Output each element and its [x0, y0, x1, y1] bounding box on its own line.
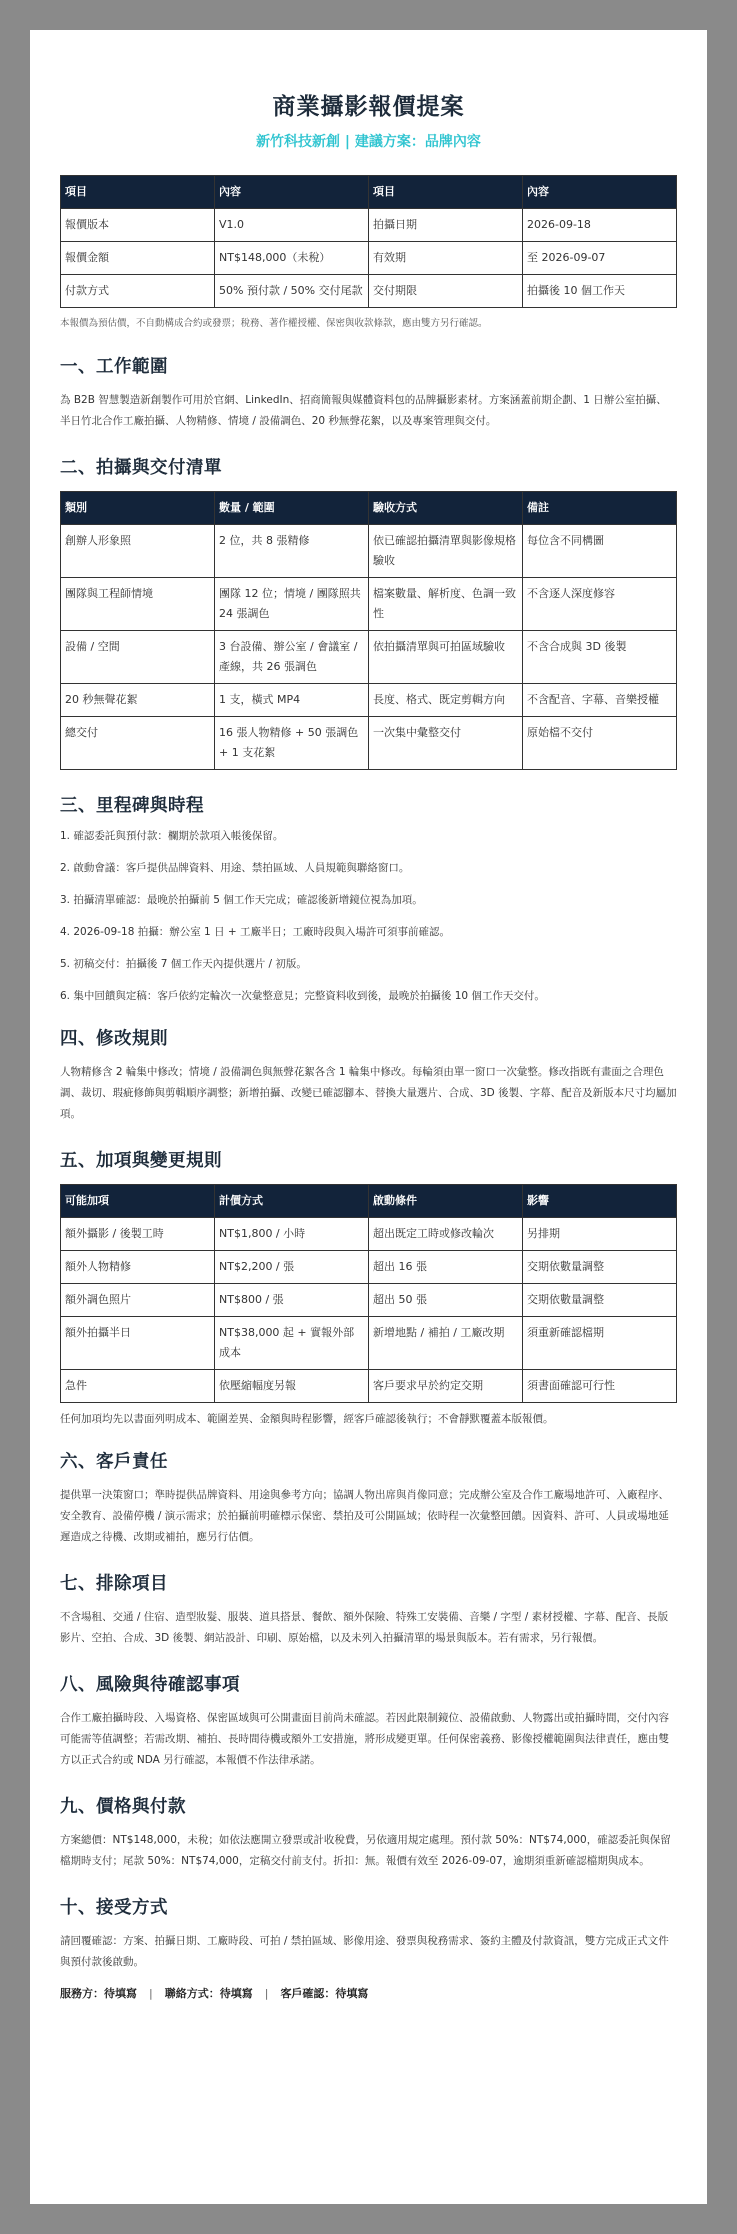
- separator: |: [264, 1987, 269, 2000]
- table-cell: 依已確認拍攝清單與影像規格驗收: [369, 525, 523, 578]
- client-confirm-field: 客戶確認：待填寫: [280, 1987, 369, 2000]
- section-body-risks: 合作工廠拍攝時段、入場資格、保密區域與可公開畫面目前尚未確認。若因此限制鏡位、設備啟動、人物露出或拍攝時間，交付內容可能需等值調整；若需改期、補拍、長時間待機或額外工安措施，將形成變更單。任何保密義務、影像授權範圍與法律責任，應由雙方以正式合約或 NDA 另行確認，本報價不作法律承諾。: [60, 1712, 669, 1766]
- table-cell: 依壓縮幅度另報: [215, 1370, 369, 1403]
- table-cell: 總交付: [61, 717, 215, 770]
- table-cell: 額外調色照片: [61, 1284, 215, 1317]
- table-header-cell: 類別: [61, 492, 215, 525]
- list-item: 4. 2026-09-18 拍攝：辦公室 1 日 + 工廠半日；工廠時段與入場許可須事前確認。: [60, 926, 451, 938]
- table-cell: 須重新確認檔期: [523, 1317, 677, 1370]
- table-cell: 2 位，共 8 張精修: [215, 525, 369, 578]
- deliverables-table: [60, 491, 677, 770]
- table-row: [61, 1251, 677, 1284]
- table-row: [61, 275, 677, 308]
- table-cell: 拍攝後 10 個工作天: [523, 275, 677, 308]
- milestone-list: [60, 829, 677, 1003]
- table-cell: 16 張人物精修 + 50 張調色 + 1 支花絮: [215, 717, 369, 770]
- table-header-cell: 驗收方式: [369, 492, 523, 525]
- table-cell: 新增地點 / 補拍 / 工廠改期: [369, 1317, 523, 1370]
- table-header-cell: 計價方式: [215, 1185, 369, 1218]
- list-item: 2. 啟動會議：客戶提供品牌資料、用途、禁拍區域、人員規範與聯絡窗口。: [60, 862, 410, 874]
- table-cell: 額外人物精修: [61, 1251, 215, 1284]
- table-cell: 交付期限: [369, 275, 523, 308]
- table-cell: 每位含不同構圖: [523, 525, 677, 578]
- table-cell: 50% 預付款 / 50% 交付尾款: [215, 275, 369, 308]
- list-item: 5. 初稿交付：拍攝後 7 個工作天內提供選片 / 初版。: [60, 958, 307, 970]
- table-header-cell: 內容: [215, 176, 369, 209]
- table-header-row: [61, 176, 677, 209]
- table-row: [61, 242, 677, 275]
- table-cell: 至 2026-09-07: [523, 242, 677, 275]
- table-cell: 不含逐人深度修容: [523, 578, 677, 631]
- table-cell: 另排期: [523, 1218, 677, 1251]
- table-cell: 急件: [61, 1370, 215, 1403]
- table-cell: 超出 16 張: [369, 1251, 523, 1284]
- section-heading-exclusions: 七、排除項目: [60, 1574, 168, 1594]
- table-row: [61, 209, 677, 242]
- table-header-row: [61, 1185, 677, 1218]
- table-row: [61, 1218, 677, 1251]
- page-title: 商業攝影報價提案: [272, 94, 465, 120]
- table-row: [61, 1284, 677, 1317]
- section-body-scope: 為 B2B 智慧製造新創製作可用於官網、LinkedIn、招商簡報與媒體資料包的品牌攝影素材。方案涵蓋前期企劃、1 日辦公室拍攝、半日竹北合作工廠拍攝、人物精修、情境 / 設備調色、20 秒無聲花絮，以及專案管理與交付。: [60, 394, 667, 427]
- table-cell: 一次集中彙整交付: [369, 717, 523, 770]
- table-header-cell: 可能加項: [61, 1185, 215, 1218]
- section-heading-acceptance: 十、接受方式: [60, 1898, 168, 1918]
- table-row: [61, 578, 677, 631]
- section-heading-pricing: 九、價格與付款: [60, 1797, 186, 1817]
- separator: |: [149, 1987, 153, 2000]
- table-cell: 長度、格式、既定剪輯方向: [369, 684, 523, 717]
- section-body-acceptance: 請回覆確認：方案、拍攝日期、工廠時段、可拍 / 禁拍區域、影像用途、發票與稅務需求、簽約主體及付款資訊，雙方完成正式文件與預付款後啟動。: [60, 1935, 669, 1968]
- table-cell: 須書面確認可行性: [523, 1370, 677, 1403]
- section-heading-revisions: 四、修改規則: [60, 1029, 168, 1049]
- table-row: [61, 717, 677, 770]
- table-header-cell: 啟動條件: [369, 1185, 523, 1218]
- table-cell: 超出 50 張: [369, 1284, 523, 1317]
- table-cell: 有效期: [369, 242, 523, 275]
- table-cell: 報價版本: [61, 209, 215, 242]
- table-cell: 額外攝影 / 後製工時: [61, 1218, 215, 1251]
- info-table: [60, 175, 677, 308]
- table-cell: 交期依數量調整: [523, 1251, 677, 1284]
- table-header-cell: 項目: [369, 176, 523, 209]
- list-item: 6. 集中回饋與定稿：客戶依約定輪次一次彙整意見；完整資料收到後，最晚於拍攝後 10 個工作天交付。: [60, 990, 545, 1002]
- signature-line: [60, 1985, 677, 2001]
- table-header-cell: 項目: [61, 176, 215, 209]
- table-cell: 客戶要求早於約定交期: [369, 1370, 523, 1403]
- table-cell: 超出既定工時或修改輪次: [369, 1218, 523, 1251]
- table-cell: 報價金額: [61, 242, 215, 275]
- section-heading-addons: 五、加項與變更規則: [60, 1151, 222, 1171]
- section-body-revisions: 人物精修含 2 輪集中修改；情境 / 設備調色與無聲花絮各含 1 輪集中修改。每輪須由單一窗口一次彙整。修改指既有畫面之合理色調、裁切、瑕疵修飾與剪輯順序調整；新增拍攝、改變已確認腳本、替換大量選片、合成、3D 後製、字幕、配音及新版本尺寸均屬加項。: [60, 1066, 677, 1120]
- table-row: [61, 631, 677, 684]
- table-header-cell: 備註: [523, 492, 677, 525]
- info-note: 本報價為預估價，不自動構成合約或發票；稅務、著作權授權、保密與收款條款，應由雙方另行確認。: [60, 318, 488, 329]
- section-body-client-duties: 提供單一決策窗口；準時提供品牌資料、用途與參考方向；協調人物出席與肖像同意；完成辦公室及合作工廠場地許可、入廠程序、安全教育、設備停機 / 演示需求；於拍攝前明確標示保密、禁拍及可公開區域；依時程一次彙整回饋。因資料、許可、人員或場地延遲造成之待機、改期或補拍，應另行估價。: [60, 1489, 669, 1543]
- table-cell: NT$800 / 張: [215, 1284, 369, 1317]
- table-cell: V1.0: [215, 209, 369, 242]
- list-item: 3. 拍攝清單確認：最晚於拍攝前 5 個工作天完成；確認後新增鏡位視為加項。: [60, 894, 423, 906]
- contact-field: 聯絡方式：待填寫: [164, 1987, 253, 2000]
- addons-note: 任何加項均先以書面列明成本、範圍差異、金額與時程影響，經客戶確認後執行；不會靜默覆蓋本版報價。: [60, 1413, 554, 1425]
- table-cell: NT$38,000 起 + 實報外部成本: [215, 1317, 369, 1370]
- table-cell: 拍攝日期: [369, 209, 523, 242]
- table-row: [61, 684, 677, 717]
- table-cell: 不含合成與 3D 後製: [523, 631, 677, 684]
- section-heading-risks: 八、風險與待確認事項: [60, 1675, 240, 1695]
- table-cell: 交期依數量調整: [523, 1284, 677, 1317]
- table-cell: 不含配音、字幕、音樂授權: [523, 684, 677, 717]
- table-header-cell: 影響: [523, 1185, 677, 1218]
- addons-table: [60, 1184, 677, 1403]
- list-item: 1. 確認委託與預付款：欄期於款項入帳後保留。: [60, 830, 284, 842]
- table-cell: 團隊 12 位；情境 / 團隊照共 24 張調色: [215, 578, 369, 631]
- table-cell: 團隊與工程師情境: [61, 578, 215, 631]
- table-cell: 創辦人形象照: [61, 525, 215, 578]
- table-row: [61, 1317, 677, 1370]
- table-cell: 1 支，橫式 MP4: [215, 684, 369, 717]
- section-body-exclusions: 不含場租、交通 / 住宿、造型妝髮、服裝、道具搭景、餐飲、額外保險、特殊工安裝備、音樂 / 字型 / 素材授權、字幕、配音、長版影片、空拍、合成、3D 後製、網站設計、印刷、原始檔，以及未列入拍攝清單的場景與版本。若有需求，另行報價。: [60, 1611, 669, 1644]
- table-row: [61, 1370, 677, 1403]
- table-cell: 檔案數量、解析度、色調一致性: [369, 578, 523, 631]
- table-row: [61, 525, 677, 578]
- section-body-pricing: 方案總價：NT$148,000，未稅；如依法應開立發票或計收稅費，另依適用規定處理。預付款 50%：NT$74,000，確認委託與保留檔期時支付；尾款 50%：NT$74,000，定稿交付前支付。折扣：無。報價有效至 2026-09-07，逾期須重新確認檔期與成本。: [60, 1834, 671, 1867]
- table-cell: 依拍攝清單與可拍區域驗收: [369, 631, 523, 684]
- table-cell: 20 秒無聲花絮: [61, 684, 215, 717]
- table-cell: 3 台設備、辦公室 / 會議室 / 產線，共 26 張調色: [215, 631, 369, 684]
- provider-field: 服務方：待填寫: [60, 1987, 137, 2000]
- section-heading-deliverables: 二、拍攝與交付清單: [60, 458, 222, 478]
- proposal-sheet: [30, 30, 707, 2204]
- table-header-cell: 內容: [523, 176, 677, 209]
- table-cell: 2026-09-18: [523, 209, 677, 242]
- section-heading-milestones: 三、里程碑與時程: [60, 796, 204, 816]
- table-cell: NT$2,200 / 張: [215, 1251, 369, 1284]
- table-cell: 原始檔不交付: [523, 717, 677, 770]
- page-subtitle: 新竹科技新創 | 建議方案：品牌內容: [256, 134, 481, 150]
- table-header-row: [61, 492, 677, 525]
- table-cell: 付款方式: [61, 275, 215, 308]
- table-header-cell: 數量 / 範圍: [215, 492, 369, 525]
- section-heading-scope: 一、工作範圍: [60, 357, 168, 377]
- section-heading-client-duties: 六、客戶責任: [60, 1452, 168, 1472]
- table-cell: NT$1,800 / 小時: [215, 1218, 369, 1251]
- table-cell: 設備 / 空間: [61, 631, 215, 684]
- table-cell: 額外拍攝半日: [61, 1317, 215, 1370]
- table-cell: NT$148,000（未稅）: [215, 242, 369, 275]
